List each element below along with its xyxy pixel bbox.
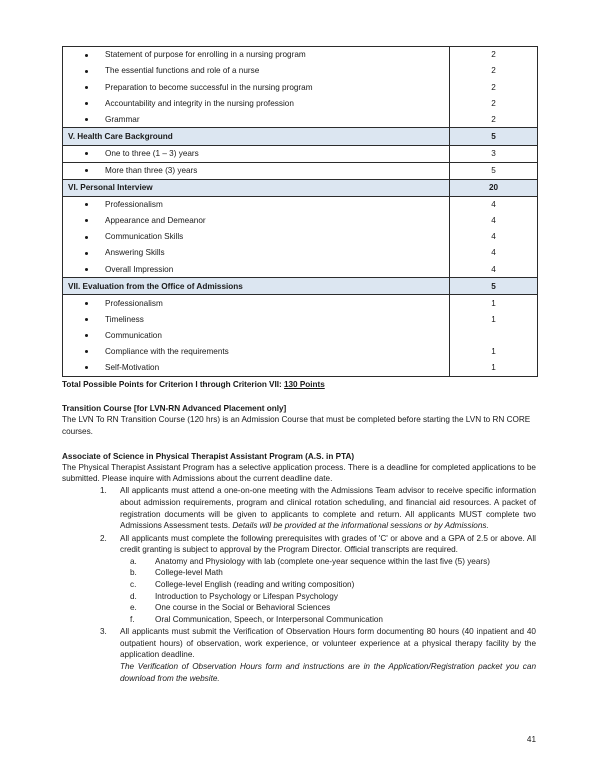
bullet-label: The essential functions and role of a nurse	[105, 66, 260, 76]
table-cell-points: 2	[450, 63, 538, 79]
requirement-text: All applicants must complete the following prerequisites with grades of 'C' or above and a GPA of 2.5 or above. All credit granting is subject to approval by the Program Director. Official transcripts are required.	[120, 533, 536, 555]
bullet-item	[63, 363, 449, 372]
bullet-item	[63, 149, 449, 158]
prerequisite-item	[120, 556, 536, 568]
table-cell-points	[450, 328, 538, 344]
bullet-item	[63, 331, 449, 340]
prerequisite-item	[120, 602, 536, 614]
prerequisite-text: Anatomy and Physiology with lab (complete one-year sequence within the last five (5) years)	[155, 556, 490, 566]
prerequisite-list	[120, 556, 536, 626]
pta-program-heading: Associate of Science in Physical Therapist Assistant Program (A.S. in PTA)	[62, 452, 355, 462]
bullet-item	[63, 299, 449, 308]
total-prefix: Total Possible Points for Criterion I through Criterion VII:	[62, 380, 284, 390]
sub-list-marker: b.	[130, 568, 137, 578]
observation-hours-note: The Verification of Observation Hours form and instructions are in the Application/Registration packet you can download from the website.	[120, 662, 536, 683]
table-row	[63, 95, 538, 111]
bullet-dot-icon	[85, 268, 88, 271]
table-cell-points: 5	[450, 278, 538, 295]
table-row	[63, 213, 538, 229]
bullet-item	[63, 166, 449, 175]
sub-list-marker: d.	[130, 591, 137, 601]
table-cell-points: 4	[450, 261, 538, 278]
table-cell-label	[63, 295, 450, 312]
requirement-item	[62, 533, 536, 626]
table-cell-label	[63, 162, 450, 179]
table-row	[63, 312, 538, 328]
bullet-label: Grammar	[105, 114, 140, 124]
table-cell-points: 1	[450, 312, 538, 328]
bullet-dot-icon	[85, 366, 88, 369]
bullet-label: Preparation to become successful in the nursing program	[105, 82, 313, 92]
bullet-item	[63, 83, 449, 92]
sub-list-marker: f.	[130, 614, 135, 624]
table-cell-points: 3	[450, 145, 538, 162]
table-cell-label	[63, 229, 450, 245]
table-row	[63, 261, 538, 278]
table-cell-points: 4	[450, 229, 538, 245]
prerequisite-item	[120, 567, 536, 579]
bullet-item	[63, 232, 449, 241]
pta-program-intro: The Physical Therapist Assistant Program has a selective application process. There is a deadline for completed applications to be submitted. Please inquire with Admissions about the current deadline date.	[62, 462, 536, 484]
bullet-item	[63, 50, 449, 59]
table-cell-label	[63, 128, 450, 145]
prerequisite-text: Oral Communication, Speech, or Interpersonal Communication	[155, 614, 383, 624]
prerequisite-item	[120, 591, 536, 603]
bullet-label: Communication Skills	[105, 232, 184, 242]
table-row	[63, 79, 538, 95]
bullet-label: Overall Impression	[105, 264, 174, 274]
bullet-item	[63, 315, 449, 324]
table-section-row	[63, 278, 538, 295]
table-cell-points: 2	[450, 111, 538, 128]
page-content	[62, 46, 536, 684]
bullet-item	[63, 265, 449, 274]
bullet-dot-icon	[85, 152, 88, 155]
sub-list-marker: a.	[130, 556, 137, 566]
page-number: 41	[526, 735, 536, 744]
bullet-label: Self-Motivation	[105, 363, 160, 373]
bullet-item	[63, 347, 449, 356]
bullet-dot-icon	[85, 302, 88, 305]
admission-criteria-table	[62, 46, 538, 377]
table-cell-label	[63, 79, 450, 95]
table-cell-label	[63, 63, 450, 79]
bullet-item	[63, 216, 449, 225]
table-cell-label	[63, 312, 450, 328]
bullet-dot-icon	[85, 252, 88, 255]
table-cell-points: 2	[450, 79, 538, 95]
bullet-label: Statement of purpose for enrolling in a nursing program	[105, 50, 306, 60]
bullet-item	[63, 99, 449, 108]
table-cell-label	[63, 95, 450, 111]
total-possible-points-line	[62, 380, 536, 389]
bullet-dot-icon	[85, 334, 88, 337]
table-row	[63, 111, 538, 128]
table-row	[63, 295, 538, 312]
table-cell-points: 20	[450, 179, 538, 196]
section-title: V. Health Care Background	[68, 131, 173, 141]
table-body	[63, 47, 538, 377]
table-cell-points: 5	[450, 128, 538, 145]
table-cell-label	[63, 328, 450, 344]
requirement-item	[62, 626, 536, 684]
table-cell-points: 1	[450, 295, 538, 312]
bullet-label: One to three (1 – 3) years	[105, 148, 199, 158]
bullet-dot-icon	[85, 169, 88, 172]
table-cell-label	[63, 111, 450, 128]
bullet-dot-icon	[85, 236, 88, 239]
table-cell-points: 1	[450, 360, 538, 377]
table-cell-points: 2	[450, 47, 538, 64]
prerequisite-item	[120, 579, 536, 591]
bullet-label: Appearance and Demeanor	[105, 216, 206, 226]
table-cell-label	[63, 213, 450, 229]
table-cell-label	[63, 245, 450, 261]
table-row	[63, 360, 538, 377]
table-section-row	[63, 128, 538, 145]
table-row	[63, 47, 538, 64]
bullet-label: Accountability and integrity in the nursing profession	[105, 98, 294, 108]
table-cell-points: 2	[450, 95, 538, 111]
table-cell-label	[63, 47, 450, 64]
table-row	[63, 328, 538, 344]
bullet-label: Timeliness	[105, 314, 144, 324]
bullet-item	[63, 115, 449, 124]
prerequisite-text: College-level Math	[155, 568, 223, 578]
table-cell-label	[63, 261, 450, 278]
pta-requirements-list	[62, 485, 536, 684]
table-row	[63, 245, 538, 261]
bullet-label: Compliance with the requirements	[105, 347, 229, 357]
sub-list-marker: e.	[130, 603, 137, 613]
bullet-label: Professionalism	[105, 298, 163, 308]
table-cell-points: 1	[450, 344, 538, 360]
table-cell-points: 4	[450, 196, 538, 213]
table-cell-label	[63, 179, 450, 196]
table-row	[63, 63, 538, 79]
table-cell-points: 4	[450, 213, 538, 229]
requirement-text: All applicants must submit the Verification of Observation Hours form documenting 80 hours (40 inpatient and 40 outpatient hours) of observation, work experience, or volunteer experience at a physical therapy facility by the application deadline.	[120, 627, 536, 660]
table-cell-label	[63, 278, 450, 295]
list-marker: 3.	[100, 627, 107, 637]
sub-list-marker: c.	[130, 580, 137, 590]
list-marker: 1.	[100, 486, 107, 496]
prerequisite-text: Introduction to Psychology or Lifespan Psychology	[155, 591, 338, 601]
list-marker: 2.	[100, 533, 107, 543]
bullet-dot-icon	[85, 318, 88, 321]
bullet-label: More than three (3) years	[105, 165, 198, 175]
table-cell-points: 5	[450, 162, 538, 179]
requirement-text: All applicants must attend a one-on-one meeting with the Admissions Team advisor to receive specific information about admission requirements, program and clinical rotation scheduling, and financial aid resources. A packet of registration documents will be given to applicants to complete and return. All applicants MUST complete two Admissions Assessment tests.	[120, 486, 536, 531]
table-cell-label	[63, 196, 450, 213]
bullet-dot-icon	[85, 86, 88, 89]
bullet-label: Professionalism	[105, 200, 163, 210]
bullet-label: Communication	[105, 330, 162, 340]
requirement-item	[62, 485, 536, 532]
table-cell-label	[63, 360, 450, 377]
table-row	[63, 145, 538, 162]
section-title: VI. Personal Interview	[68, 183, 153, 193]
bullet-dot-icon	[85, 203, 88, 206]
table-cell-label	[63, 344, 450, 360]
transition-course-body: The LVN To RN Transition Course (120 hrs) is an Admission Course that must be completed before starting the LVN to RN CORE courses.	[62, 414, 531, 436]
table-row	[63, 344, 538, 360]
bullet-dot-icon	[85, 219, 88, 222]
table-cell-label	[63, 145, 450, 162]
requirement-italic-note: Details will be provided at the informational sessions or by Admissions.	[232, 521, 489, 531]
bullet-label: Answering Skills	[105, 248, 165, 258]
table-cell-points: 4	[450, 245, 538, 261]
transition-course-heading: Transition Course [for LVN-RN Advanced Placement only]	[62, 404, 287, 414]
prerequisite-text: One course in the Social or Behavioral Sciences	[155, 603, 331, 613]
table-row	[63, 162, 538, 179]
table-section-row	[63, 179, 538, 196]
section-title: VII. Evaluation from the Office of Admissions	[68, 281, 243, 291]
bullet-dot-icon	[85, 118, 88, 121]
bullet-dot-icon	[85, 70, 88, 73]
bullet-dot-icon	[85, 54, 88, 57]
table-row	[63, 196, 538, 213]
bullet-item	[63, 248, 449, 257]
bullet-dot-icon	[85, 350, 88, 353]
prerequisite-item	[120, 614, 536, 626]
bullet-item	[63, 200, 449, 209]
table-row	[63, 229, 538, 245]
bullet-item	[63, 66, 449, 75]
bullet-dot-icon	[85, 102, 88, 105]
prerequisite-text: College-level English (reading and writing composition)	[155, 580, 355, 590]
total-value: 130 Points	[283, 380, 325, 390]
